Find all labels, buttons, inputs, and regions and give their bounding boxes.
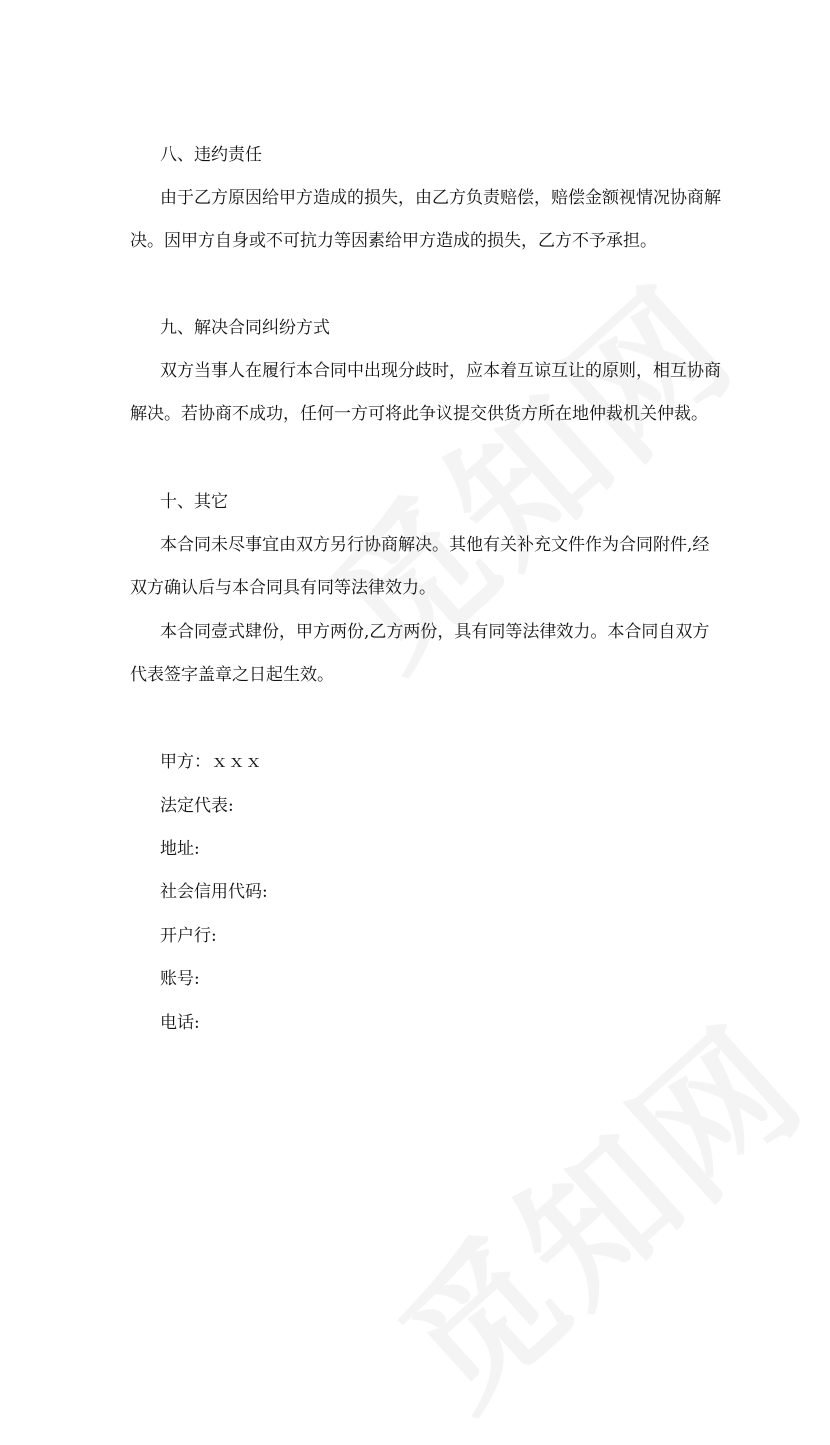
paragraph-line: 本合同未尽事宜由双方另行协商解决。其他有关补充文件作为合同附件,经: [160, 535, 710, 555]
address-line: 地址:: [160, 839, 200, 859]
section-heading-other: 十、其它: [160, 492, 228, 512]
credit-code-line: 社会信用代码:: [160, 882, 268, 902]
section-heading-breach: 八、违约责任: [160, 145, 262, 165]
account-line: 账号:: [160, 969, 200, 989]
legal-representative-line: 法定代表:: [160, 796, 234, 816]
bank-line: 开户行:: [160, 926, 217, 946]
paragraph-line: 双方当事人在履行本合同中出现分歧时，应本着互谅互让的原则，相互协商: [160, 361, 721, 381]
paragraph-line: 解决。若协商不成功，任何一方可将此争议提交供货方所在地仲裁机关仲裁。: [130, 404, 708, 424]
paragraph-line: 决。因甲方自身或不可抗力等因素给甲方造成的损失，乙方不予承担。: [130, 231, 657, 251]
paragraph-line: 双方确认后与本合同具有同等法律效力。: [130, 578, 436, 598]
watermark: [348, 971, 830, 1445]
phone-line: 电话:: [160, 1013, 200, 1033]
section-heading-dispute: 九、解决合同纠纷方式: [160, 318, 330, 338]
paragraph-line: 本合同壹式肆份，甲方两份,乙方两份，具有同等法律效力。本合同自双方: [160, 622, 710, 642]
paragraph-line: 代表签字盖章之日起生效。: [130, 665, 334, 685]
party-a-line: 甲方：ｘｘｘ: [160, 752, 262, 772]
paragraph-line: 由于乙方原因给甲方造成的损失，由乙方负责赔偿，赔偿金额视情况协商解: [160, 188, 721, 208]
